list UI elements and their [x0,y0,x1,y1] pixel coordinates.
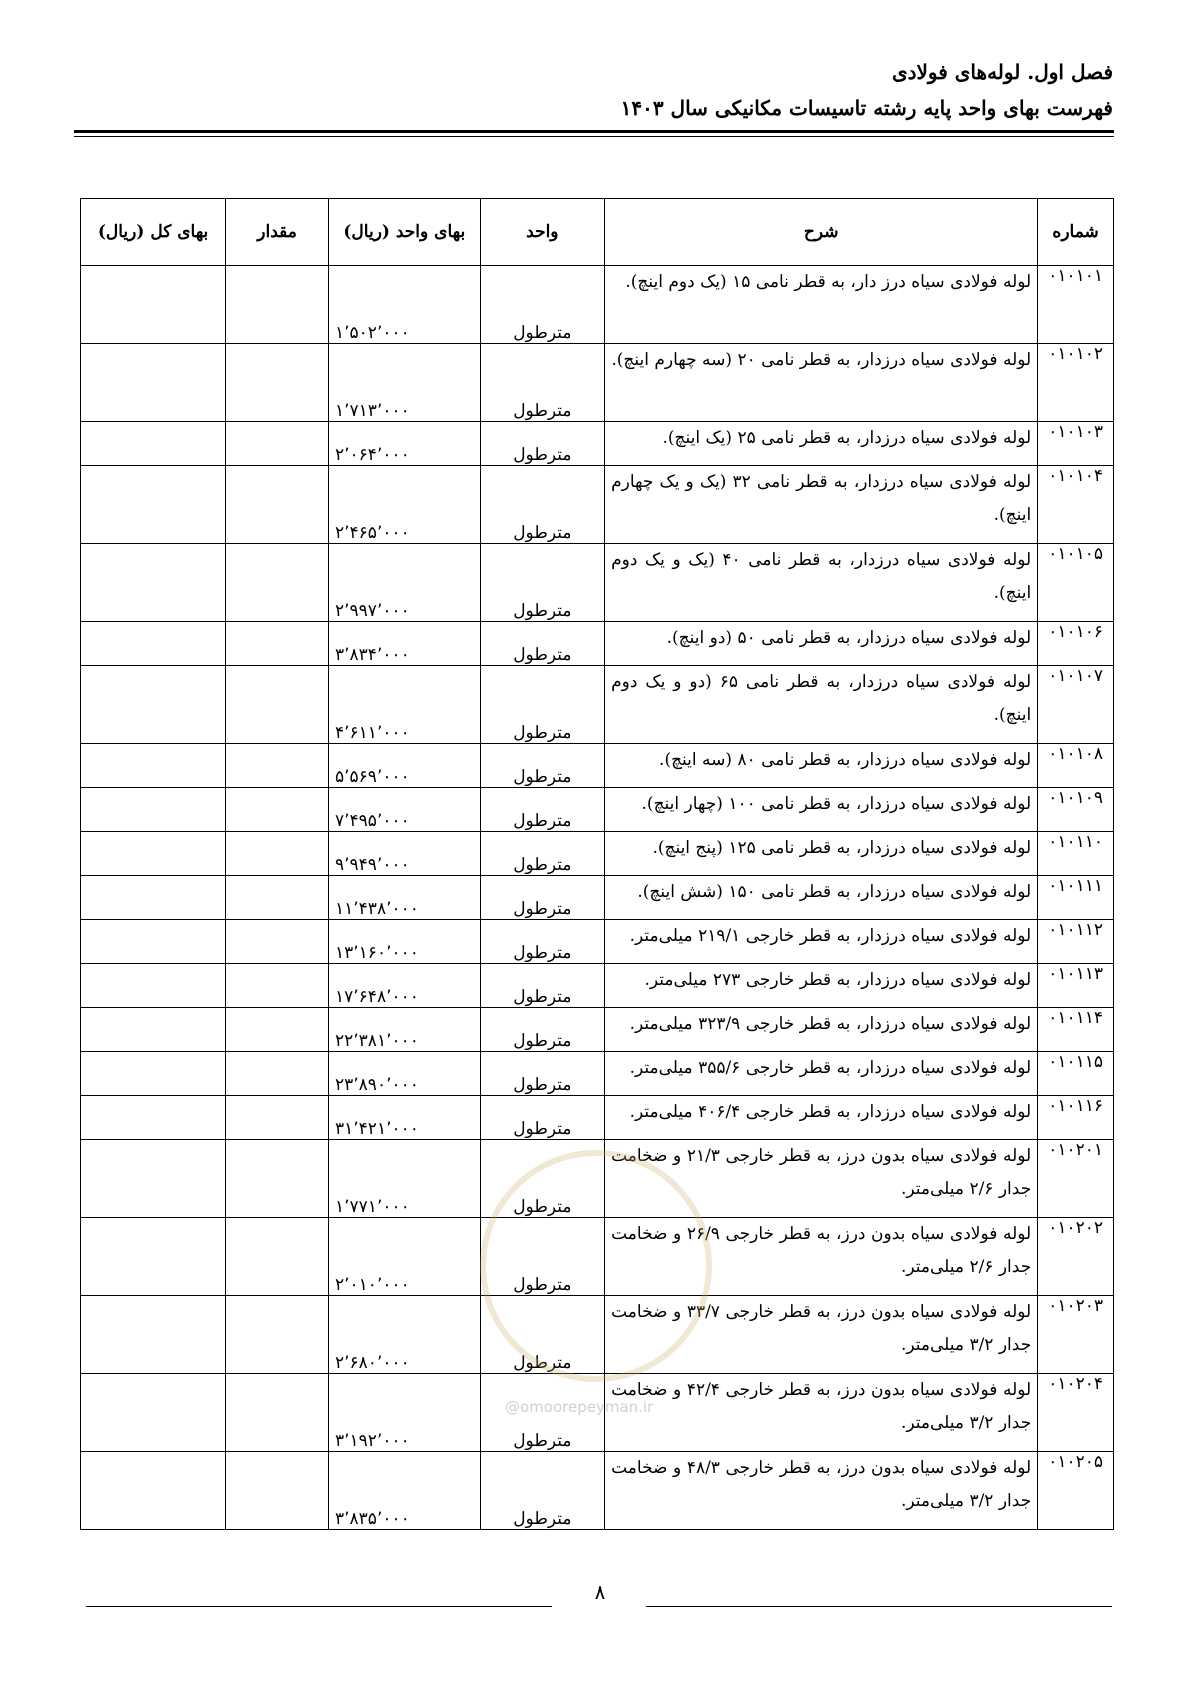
footer-rule-right [646,1606,1112,1607]
item-description: لوله فولادی سیاه بدون درز، به قطر خارجی ۳۳/۷ و ضخامت جدار ۳/۲ میلی‌متر. [605,1296,1038,1374]
item-unit-price: ۲۳٬۸۹۰٬۰۰۰ [329,1052,481,1096]
item-unit-price: ۵٬۵۶۹٬۰۰۰ [329,744,481,788]
item-unit: مترطول [480,1052,605,1096]
item-unit-price: ۱۷٬۶۴۸٬۰۰۰ [329,964,481,1008]
item-quantity [226,1218,329,1296]
header-quantity: مقدار [226,199,329,266]
item-unit-price: ۱۳٬۱۶۰٬۰۰۰ [329,920,481,964]
item-total-price [81,1052,226,1096]
item-quantity [226,1052,329,1096]
table-row [81,1096,1114,1140]
item-unit: مترطول [480,1096,605,1140]
table-row [81,344,1114,422]
item-unit: مترطول [480,832,605,876]
item-quantity [226,1374,329,1452]
item-quantity [226,788,329,832]
item-description: لوله فولادی سیاه درزدار، به قطر نامی ۵۰ (دو اینچ). [605,622,1038,666]
item-total-price [81,920,226,964]
item-unit-price: ۹٬۹۴۹٬۰۰۰ [329,832,481,876]
item-unit: مترطول [480,622,605,666]
item-total-price [81,266,226,344]
item-description: لوله فولادی سیاه درزدار، به قطر نامی ۲۰ (سه چهارم اینچ). [605,344,1038,422]
header-description: شرح [605,199,1038,266]
item-total-price [81,622,226,666]
item-number: ۰۱۰۱۰۴ [1038,466,1114,544]
price-table [80,198,1114,1530]
item-unit-price: ۲٬۰۱۰٬۰۰۰ [329,1218,481,1296]
chapter-title: فصل اول. لوله‌های فولادی [891,60,1113,84]
item-unit-price: ۳٬۸۳۴٬۰۰۰ [329,622,481,666]
item-number: ۰۱۰۱۰۱ [1038,266,1114,344]
item-quantity [226,1096,329,1140]
item-unit: مترطول [480,788,605,832]
footer-rule-left [86,1606,552,1607]
table-row [81,1008,1114,1052]
item-unit: مترطول [480,422,605,466]
document-title: فهرست بهای واحد پایه رشته تاسیسات مکانیکی سال ۱۴۰۳ [620,96,1113,120]
item-unit-price: ۳٬۱۹۲٬۰۰۰ [329,1374,481,1452]
item-quantity [226,1296,329,1374]
header-unit: واحد [480,199,605,266]
item-quantity [226,622,329,666]
item-total-price [81,1096,226,1140]
item-description: لوله فولادی سیاه درزدار، به قطر خارجی ۴۰۶/۴ میلی‌متر. [605,1096,1038,1140]
item-number: ۰۱۰۲۰۲ [1038,1218,1114,1296]
table-row [81,964,1114,1008]
item-number: ۰۱۰۱۰۶ [1038,622,1114,666]
item-number: ۰۱۰۱۰۷ [1038,666,1114,744]
table-row [81,622,1114,666]
item-description: لوله فولادی سیاه درزدار، به قطر نامی ۱۰۰ (چهار اینچ). [605,788,1038,832]
header-rule-thick [74,130,1114,133]
table-row [81,1052,1114,1096]
item-total-price [81,544,226,622]
item-description: لوله فولادی سیاه درزدار، به قطر نامی ۴۰ (یک و یک دوم اینچ). [605,544,1038,622]
item-number: ۰۱۰۱۱۲ [1038,920,1114,964]
table-row [81,422,1114,466]
item-number: ۰۱۰۲۰۴ [1038,1374,1114,1452]
item-quantity [226,964,329,1008]
item-total-price [81,1008,226,1052]
table-row [81,1452,1114,1530]
item-quantity [226,1008,329,1052]
table-row [81,1296,1114,1374]
item-number: ۰۱۰۱۰۲ [1038,344,1114,422]
item-description: لوله فولادی سیاه درزدار، به قطر نامی ۳۲ (یک و یک چهارم اینچ). [605,466,1038,544]
table-row [81,744,1114,788]
item-unit: مترطول [480,1140,605,1218]
item-unit: مترطول [480,964,605,1008]
table-row [81,1140,1114,1218]
item-unit-price: ۲٬۶۸۰٬۰۰۰ [329,1296,481,1374]
item-total-price [81,1218,226,1296]
item-unit-price: ۱٬۵۰۲٬۰۰۰ [329,266,481,344]
item-number: ۰۱۰۱۱۵ [1038,1052,1114,1096]
page-number: ۸ [594,1580,606,1604]
item-unit: مترطول [480,876,605,920]
header-total-price: بهای کل (ریال) [81,199,226,266]
table-row [81,832,1114,876]
item-unit: مترطول [480,266,605,344]
item-unit-price: ۲٬۰۶۴٬۰۰۰ [329,422,481,466]
item-description: لوله فولادی سیاه بدون درز، به قطر خارجی ۴۸/۳ و ضخامت جدار ۳/۲ میلی‌متر. [605,1452,1038,1530]
item-total-price [81,744,226,788]
item-unit-price: ۴٬۶۱۱٬۰۰۰ [329,666,481,744]
item-unit-price: ۱۱٬۴۳۸٬۰۰۰ [329,876,481,920]
table-row [81,266,1114,344]
item-description: لوله فولادی سیاه درزدار، به قطر نامی ۶۵ (دو و یک دوم اینچ). [605,666,1038,744]
item-number: ۰۱۰۲۰۳ [1038,1296,1114,1374]
item-number: ۰۱۰۱۰۵ [1038,544,1114,622]
item-unit-price: ۱٬۷۷۱٬۰۰۰ [329,1140,481,1218]
item-unit-price: ۳٬۸۳۵٬۰۰۰ [329,1452,481,1530]
item-quantity [226,1452,329,1530]
item-unit-price: ۳۱٬۴۲۱٬۰۰۰ [329,1096,481,1140]
item-description: لوله فولادی سیاه درزدار، به قطر نامی ۱۲۵ (پنج اینچ). [605,832,1038,876]
item-description: لوله فولادی سیاه درزدار، به قطر خارجی ۲۱۹/۱ میلی‌متر. [605,920,1038,964]
item-quantity [226,466,329,544]
item-description: لوله فولادی سیاه درزدار، به قطر نامی ۲۵ (یک اینچ). [605,422,1038,466]
table-row [81,788,1114,832]
item-total-price [81,788,226,832]
item-number: ۰۱۰۲۰۱ [1038,1140,1114,1218]
item-quantity [226,544,329,622]
item-quantity [226,1140,329,1218]
item-number: ۰۱۰۱۱۰ [1038,832,1114,876]
item-unit: مترطول [480,666,605,744]
item-description: لوله فولادی سیاه درزدار، به قطر نامی ۸۰ (سه اینچ). [605,744,1038,788]
item-total-price [81,666,226,744]
item-unit-price: ۱٬۷۱۳٬۰۰۰ [329,344,481,422]
item-quantity [226,876,329,920]
item-description: لوله فولادی سیاه درزدار، به قطر خارجی ۳۵۵/۶ میلی‌متر. [605,1052,1038,1096]
item-quantity [226,422,329,466]
item-description: لوله فولادی سیاه بدون درز، به قطر خارجی ۴۲/۴ و ضخامت جدار ۳/۲ میلی‌متر. [605,1374,1038,1452]
item-unit: مترطول [480,1452,605,1530]
item-number: ۰۱۰۱۱۱ [1038,876,1114,920]
table-row [81,876,1114,920]
table-row [81,544,1114,622]
table-row [81,466,1114,544]
item-unit: مترطول [480,744,605,788]
item-total-price [81,1140,226,1218]
item-description: لوله فولادی سیاه درز دار، به قطر نامی ۱۵ (یک دوم اینچ). [605,266,1038,344]
item-unit-price: ۲۲٬۳۸۱٬۰۰۰ [329,1008,481,1052]
item-quantity [226,832,329,876]
item-quantity [226,344,329,422]
item-unit: مترطول [480,1218,605,1296]
item-unit: مترطول [480,1008,605,1052]
item-number: ۰۱۰۱۰۳ [1038,422,1114,466]
item-number: ۰۱۰۱۱۶ [1038,1096,1114,1140]
item-unit: مترطول [480,1296,605,1374]
item-total-price [81,466,226,544]
table-header-row [81,199,1114,266]
item-unit: مترطول [480,1374,605,1452]
header-unit-price: بهای واحد (ریال) [329,199,481,266]
item-total-price [81,1452,226,1530]
header-number: شماره [1038,199,1114,266]
item-description: لوله فولادی سیاه بدون درز، به قطر خارجی ۲۱/۳ و ضخامت جدار ۲/۶ میلی‌متر. [605,1140,1038,1218]
item-unit: مترطول [480,344,605,422]
item-total-price [81,832,226,876]
item-total-price [81,422,226,466]
item-unit: مترطول [480,466,605,544]
item-quantity [226,266,329,344]
item-unit-price: ۷٬۴۹۵٬۰۰۰ [329,788,481,832]
item-total-price [81,964,226,1008]
item-number: ۰۱۰۱۰۸ [1038,744,1114,788]
item-description: لوله فولادی سیاه بدون درز، به قطر خارجی ۲۶/۹ و ضخامت جدار ۲/۶ میلی‌متر. [605,1218,1038,1296]
watermark-text: @omoorepeyman.ir [505,1398,654,1416]
item-description: لوله فولادی سیاه درزدار، به قطر خارجی ۲۷۳ میلی‌متر. [605,964,1038,1008]
item-total-price [81,876,226,920]
table-row [81,920,1114,964]
item-quantity [226,744,329,788]
table-row [81,666,1114,744]
item-description: لوله فولادی سیاه درزدار، به قطر خارجی ۳۲۳/۹ میلی‌متر. [605,1008,1038,1052]
item-unit: مترطول [480,920,605,964]
item-quantity [226,666,329,744]
item-number: ۰۱۰۱۰۹ [1038,788,1114,832]
item-unit-price: ۲٬۴۶۵٬۰۰۰ [329,466,481,544]
item-quantity [226,920,329,964]
item-number: ۰۱۰۱۱۳ [1038,964,1114,1008]
item-description: لوله فولادی سیاه درزدار، به قطر نامی ۱۵۰ (شش اینچ). [605,876,1038,920]
item-number: ۰۱۰۲۰۵ [1038,1452,1114,1530]
item-number: ۰۱۰۱۱۴ [1038,1008,1114,1052]
item-unit: مترطول [480,544,605,622]
item-total-price [81,344,226,422]
header-rule-thin [74,136,1114,137]
table-row [81,1218,1114,1296]
item-total-price [81,1296,226,1374]
item-total-price [81,1374,226,1452]
item-unit-price: ۲٬۹۹۷٬۰۰۰ [329,544,481,622]
